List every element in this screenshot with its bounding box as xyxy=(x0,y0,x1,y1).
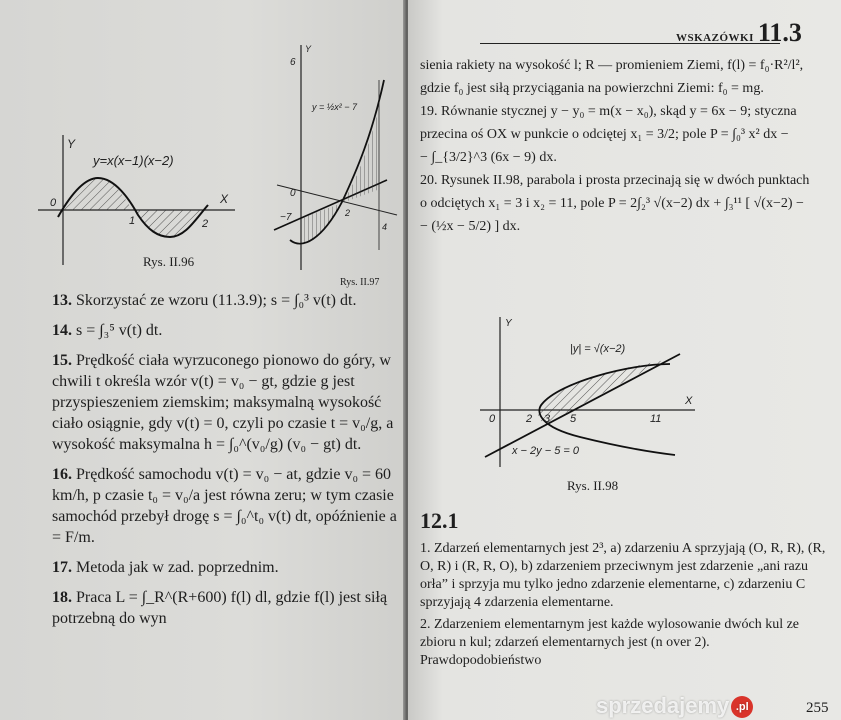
header-label: WSKAZÓWKI xyxy=(676,32,754,44)
tick-label: 2 xyxy=(345,208,351,218)
figure-ii-97 xyxy=(272,40,402,275)
exercises-column xyxy=(32,290,398,638)
text-line: o odciętych x₁ = 3 i x₂ = 11, pole P = 2∫₂³ √(x−2) dx + ∫₃¹¹ [ √(x−2) − xyxy=(420,196,804,211)
text-line: − (½x − 5/2) ] dx. xyxy=(420,219,521,234)
figure-caption: Rys. II.98 xyxy=(567,478,619,493)
exercise-16 xyxy=(32,464,398,548)
exercise-1 xyxy=(420,540,832,612)
shaded-area xyxy=(301,115,377,245)
tick-label: 6 xyxy=(290,57,296,68)
text-line: 1. Zdarzeń elementarnych jest 2³, a) zdarzeniu A sprzyjają (O, R, R), xyxy=(420,541,805,556)
figure-ii-98 xyxy=(480,312,700,474)
exercise-13 xyxy=(32,290,398,311)
text-line: 20. Rysunek II.98, parabola i prosta przecinają się w dwóch punktach xyxy=(420,173,810,188)
text-line: orła” i sprzyja mu tylko jedno zdarzenie elementarne, c) zdarzeniu xyxy=(420,577,793,592)
page-number: 255 xyxy=(806,700,829,716)
exercise-number: 18. xyxy=(52,589,72,606)
text-line: C sprzyjają 4 zdarzenia elementarne. xyxy=(420,577,806,610)
line-label: x − 2y − 5 = 0 xyxy=(512,445,579,457)
exercise-number: 16. xyxy=(52,466,72,483)
text-line: Prędkość samochodu v(t) = v₀ − at, gdzie v₀ = 60 km/h, p xyxy=(52,466,392,504)
axis-y-label: Y xyxy=(305,44,312,54)
watermark-badge: .pl xyxy=(731,696,753,718)
tick-label: 0 xyxy=(290,188,296,199)
text-line: 19. Równanie stycznej y − y₀ = m(x − x₀), skąd y = 6x − 9; styczna xyxy=(420,104,797,119)
figure-caption: Rys. II.96 xyxy=(143,254,195,269)
tick-label: 5 xyxy=(570,413,577,425)
axis-x-label: X xyxy=(220,192,229,206)
curve-label: |y| = √(x−2) xyxy=(570,343,626,355)
text-line: przecina oś OX w punkcie o odciętej x₁ = 3/2; pole P = ∫₀³ x² dx − xyxy=(420,127,789,142)
figure-caption: Rys. II.97 xyxy=(340,277,380,288)
line xyxy=(485,354,680,457)
axis-y-label: Y xyxy=(67,137,76,151)
exercise-2 xyxy=(420,616,832,670)
text-line: czasie t₀ = v₀/a jest równa zeru; w tym czasie samochód przebył drogę xyxy=(52,487,394,525)
shaded-area xyxy=(63,178,202,237)
section-heading: 12.1 xyxy=(420,508,459,533)
tick-label: 3 xyxy=(544,413,551,425)
watermark-text: sprzedajemy xyxy=(596,693,730,718)
exercise-number: 13. xyxy=(52,292,72,309)
exercise-number: 17. xyxy=(52,559,72,576)
text-line: − ∫_{3/2}^3 (6x − 9) dx. xyxy=(420,150,557,165)
figure-ii-96 xyxy=(30,125,245,275)
tick-label: 1 xyxy=(129,215,136,227)
text-line: gdzie f₀ jest siłą przyciągania na powierzchni Ziemi: f₀ = mg. xyxy=(420,81,764,96)
exercise-17 xyxy=(32,557,398,578)
exercise-text: Skorzystać ze wzoru (11.3.9); s = ∫₀³ v(t) dt. xyxy=(76,292,357,309)
exercise-text: s = ∫₃⁵ v(t) dt. xyxy=(76,322,163,339)
tick-label: 0 xyxy=(489,413,496,425)
exercise-14 xyxy=(32,320,398,341)
axis-x-label: X xyxy=(685,395,693,407)
exercise-15 xyxy=(32,350,398,455)
exercise-text: Praca L = ∫_R^(R+600) f(l) dl, gdzie f(l) jest siłą potrzebną do wyn xyxy=(52,589,388,627)
curve-label: y=x(x−1)(x−2) xyxy=(93,153,174,168)
text-line: wzór v(t) = v₀ − gt, gdzie g jest przyspieszeniem ziemskim; maksymalną xyxy=(52,373,355,411)
left-page xyxy=(0,0,408,720)
exercise-number: 15. xyxy=(52,352,72,369)
text-line: zbioru n kul; zdarzeń elementarnych jest (n over 2). Prawdopodobieństwo xyxy=(420,635,710,668)
exercise-18 xyxy=(32,587,398,629)
hints-column xyxy=(420,56,832,240)
exercise-number: 14. xyxy=(52,322,72,339)
text-line: 2. Zdarzeniem elementarnym jest każde wylosowanie dwóch kul ze xyxy=(420,617,800,632)
text-line: sienia rakiety na wysokość l; R — promieniem Ziemi, f(l) = f₀·R²/l², xyxy=(420,58,804,73)
tick-label: 0 xyxy=(50,197,57,209)
header-rule xyxy=(480,43,780,44)
axis-y-label: Y xyxy=(505,318,512,329)
text-line: Prędkość ciała wyrzuconego pionowo do góry, w chwili t określa xyxy=(52,352,391,390)
tick-label: −7 xyxy=(280,212,292,223)
text-line: (R, O, R) i (R, R, O), b) zdarzeniem przeciwnym jest zdarzenie „ani razu xyxy=(420,541,826,574)
section-12-1-column xyxy=(420,540,832,674)
text-line: wysokość ciało osiągnie, gdy v(t) = 0, czyli po czasie t = v₀/g, a xyxy=(52,394,394,432)
exercise-text: Metoda jak w zad. poprzednim. xyxy=(76,559,279,576)
curve-label: y = ½x² − 7 xyxy=(312,102,358,112)
tick-label: 11 xyxy=(650,413,662,425)
text-line: wysokość maksymalna h = ∫₀^(v₀/g) (v₀ − gt) dt. xyxy=(52,436,362,453)
tick-label: 2 xyxy=(526,413,533,425)
text-line: s = ∫₀^t₀ v(t) dt, opóźnienie a = F/m. xyxy=(52,508,397,546)
tick-label: 2 xyxy=(202,218,209,230)
tick-label: 4 xyxy=(382,222,388,232)
header-section: 11.3 xyxy=(757,18,802,47)
watermark xyxy=(596,693,753,719)
